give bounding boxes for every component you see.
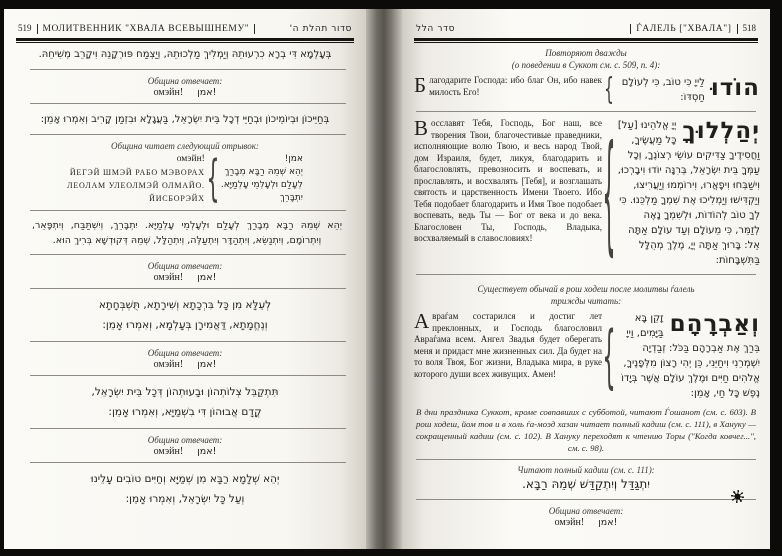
transliteration-grid [4,150,366,208]
hebrew-incipit: יְהַלְלוּךָ [682,118,760,144]
hebrew-line: וְנֶחֱמָתָא, דַּאֲמִירָן בְּעָלְמָא, וְאִמְרוּ אָמֵן: [102,319,268,331]
section-divider [30,210,346,211]
sukkot-instruction-note: В дни праздника Суккот, кроме совпавших с субботой, читают Ѓошанот (см. с. 603). В рош ходеш, йом тов и в холь ѓа-моэд хазан читает полный кадиш (см. с. 111), в Хануку — сокращенный кадиш (см. с. 102). В Хануку переходят к чтению Торы ("Когда ковчег...", см. с. 98). [416,407,756,453]
community-response-block [4,433,366,458]
response-cyrillic: омэйн! [153,87,184,98]
response-answer [4,87,366,98]
left-page-header [4,9,366,36]
drop-cap: Б [414,73,427,97]
veavraham-block [402,309,770,403]
response-rubric: Община отвечает: [147,261,223,271]
hodu-russian [414,75,602,105]
left-header-hebrew: סדור תהלת ה' [289,24,352,34]
titkabel-block [4,380,366,424]
kaddish-line-2: בְּחַיֵּיכוֹן וּבְיוֹמֵיכוֹן וּבְחַיֵּי דְכָל בֵּית יִשְׂרָאֵל, בַּעֲגָלָא וּבִזְמַן קָרִיב וְאִמְרוּ אָמֵן: [40,114,330,125]
response-rubric: Община отвечает: [147,348,223,358]
response-hebrew: אמן! [598,517,618,528]
rubric-line: трижды читать: [550,296,622,306]
yehallelucha-russian [414,118,602,268]
community-response-block [4,346,366,371]
brace-icon: { [206,150,220,208]
hebrew-line: קֳדָם אֲבוּהוֹן דִּי בִשְׁמַיָּא, וְאִמְרוּ אָמֵן: [108,406,262,418]
right-page [402,9,770,549]
response-hebrew: אמן! [197,272,217,283]
hodu-hebrew [616,75,760,105]
community-response-block [402,504,770,529]
left-page-number: 519 [18,23,32,33]
section-divider [30,462,346,463]
response-answer [4,359,366,370]
section-divider [30,375,346,376]
section-divider [30,428,346,429]
response-cyrillic: омэйн! [153,359,184,370]
translit-row: אמן! [284,154,303,164]
hebrew-incipit: וְאַבְרָהָם [669,311,760,337]
rubric-line: Повторяют дважды [545,48,627,58]
response-hebrew: אמן! [197,359,217,370]
section-divider [30,288,346,289]
right-header-hebrew: סדר הלל [416,24,456,34]
translit-row: יְהֵא שְׁמֵהּ רַבָּא מְבָרַךְ [224,167,303,177]
translit-row: לְעָלַם וּלְעָלְמֵי עָלְמַיָּא. [220,180,303,190]
hebrew-incipit: הוֹדוּ [710,75,760,101]
translit-row: יִתְבָּרֵךְ [279,193,303,203]
rubric-line: Существует обычай в рош ходеш после молитвы ѓалель [477,284,695,294]
section-divider [416,111,756,112]
right-header-title-group [625,23,756,34]
right-running-title: ЃАЛЕЛЬ ["ХВАЛА"] [630,24,737,34]
sun-asterisk-icon [731,490,744,503]
leela-block [4,293,366,337]
rosh-chodesh-rubric [402,279,770,309]
hebrew-line: לְעֵלָּא מִן כָּל בִּרְכָתָא וְשִׁירָתָא, תֻּשְׁבְּחָתָא [98,299,272,311]
yehe-shlama-block [4,467,366,511]
response-answer [4,272,366,283]
yehallelucha-block [402,116,770,270]
response-answer [402,517,770,528]
russian-text: осславят Тебя, Господь, Бог наш, все творения Твои, благочестивые праведники, исполняющие волю Твою, и весь народ Твой, дом Израиля, будет, ликуя, благодарить и благословлять, превозносить и воспевать, и прославлять, и восхвалять [Тебя], и возглашать святость и царственность Имени Твоего. Ибо Тебя подобает благодарить и Имя Твое подобает воспевать, ведь Ты — Бог от века и до века. Благословен Ты, Господь, Владыка, восхваляемый в славословиях! [414,118,602,243]
hebrew-line: תִּתְקַבֵּל צְלוֹתְהוֹן וּבָעוּתְהוֹן דְּכָל בֵּית יִשְׂרָאֵל, [91,386,279,398]
kaddish-rubric: Читают полный кадиш (см. с. 111): [517,465,655,475]
transliteration-cyrillic-column [67,153,205,205]
brace-icon: { [602,118,616,268]
community-reading-block [4,139,366,206]
transliteration-hebrew-column [221,153,303,205]
response-rubric: Община отвечает: [147,76,223,86]
kaddish-paragraph: יְהֵא שְׁמֵהּ רַבָּא מְבָרַךְ לְעָלַם וּלְעָלְמֵי עָלְמַיָּא. יִתְבָּרֵךְ, וְיִשְׁתַּבַּח, וְיִתְפָּאֵר, וְיִתְרוֹמָם, וְיִתְנַשֵּׂא, וְיִתְהַדָּר וְיִתְעַלֶּה, וְיִתְהַלָּל, שְׁמֵהּ דְּקוּדְשָׁא בְּרִיךְ הוּא. [32,220,342,246]
kaddish-hebrew-line: יִתְגַּדַּל וְיִתְקַדַּשׁ שְׁמֵהּ רַבָּא. [522,477,650,491]
russian-text: лагодарите Господа: ибо благ Он, ибо навек милость Его! [429,75,602,97]
reading-rubric: Община читает следующий отрывок: [111,141,259,151]
section-divider [30,134,346,135]
binding-gutter-shadow [366,9,402,549]
right-page-header [402,9,770,36]
hebrew-text: לַייָ כִּי טוֹב, כִּי לְעוֹלָם חַסְדּוֹ: [621,77,705,103]
drop-cap: А [414,309,430,333]
community-response-block [4,259,366,284]
section-divider [30,341,346,342]
translit-row: омэйн! [176,154,205,164]
section-divider [416,499,756,500]
repeat-twice-rubric [402,43,770,73]
section-divider [416,274,756,275]
left-page [4,9,366,549]
section-divider [30,254,346,255]
left-running-title: МОЛИТВЕННИК "ХВАЛА ВСЕВЫШНЕМУ" [37,24,256,34]
translit-row: ЙИСБОРЭЙХ [149,194,205,203]
kaddish-line-1: בְּעָלְמָא דִּי בְרָא כִרְעוּתֵהּ וְיַמְלִיךְ מַלְכוּתֵהּ, וְיַצְמַח פּוּרְקָנֵהּ וִיקָרֵב מְשִׁיחֵהּ. [38,49,332,60]
yehallelucha-hebrew [616,118,760,268]
veavraham-hebrew [616,311,760,401]
section-divider [416,459,756,460]
translit-row: ЙЕГЭЙ ШМЭЙ РАБО МЭВОРАХ [69,168,205,177]
brace-icon: { [604,72,614,108]
brace-icon: { [602,316,616,396]
response-rubric: Община отвечает: [147,435,223,445]
rubric-line: (о поведении в Суккот см. с. 509, п. 4): [511,60,661,70]
response-cyrillic: омэйн! [153,272,184,283]
drop-cap: В [414,116,429,140]
hebrew-text: יְיָ אֱלֹהֵינוּ [עַל] כָּל מַעֲשֶׂיךָ, וַחֲסִידֶיךָ צַדִּיקִים עוֹשֵׂי רְצוֹנֶךָ, וְכָל עַמְּךָ בֵּית יִשְׂרָאֵל, בְּרִנָּה יוֹדוּ וִיבָרְכוּ, וִישַׁבְּחוּ וִיפָאֲרוּ, וִירוֹמְמוּ וְיַעֲרִיצוּ, וְיַקְדִּישׁוּ וְיַמְלִיכוּ אֶת שִׁמְךָ מַלְכֵּנוּ. כִּי לְךָ טוֹב לְהוֹדוֹת, וּלְשִׁמְךָ נָאֶה לְזַמֵּר, כִּי מֵעוֹלָם וְעַד עוֹלָם אַתָּה אֵל: בָּרוּךְ אַתָּה יְיָ, מֶלֶךְ מְהֻלָּל בַּתִּשְׁבָּחוֹת: [617,120,760,266]
full-kaddish-section [402,464,770,495]
hebrew-text: זָקֵן בָּא בַּיָּמִים, וַייָ בֵּרַךְ אֶת אַבְרָהָם בַּכֹּל: זְבַדְיָה יִשְׁמְרֵנִי וִיחַיֵּנִי, כֵּן יְהִי רָצוֹן מִלְּפָנֶיךָ, אֱלֹהִים חַיִּים וּמֶלֶךְ עוֹלָם אֲשֶׁר בְּיָדוֹ נֶפֶשׁ כָּל חַי, אָמֵן: [621,313,760,399]
translit-row: ЛЕОЛАМ УЛЕОЛМЭЙ ОЛМАЙО. [67,181,205,190]
response-rubric: Община отвечает: [548,506,624,516]
hebrew-line: וְעַל כָּל יִשְׂרָאֵל, וְאִמְרוּ אָמֵן: [125,493,245,505]
veavraham-russian [414,311,602,401]
response-cyrillic: омэйн! [554,517,585,528]
response-cyrillic: омэйн! [153,446,184,457]
right-page-number: 518 [742,23,756,33]
response-hebrew: אמן! [197,446,217,457]
russian-text: враѓам состарился и достиг лет преклонных, и Господь благословил Авраѓама всем. Ангел Звадья будет оберегать меня и придаст мне жизненных сил. Да будет на то воля Твоя, Бог жизни, Владыка мира, в руке которого души всех живущих. Амен! [414,311,602,379]
section-divider [30,103,346,104]
section-divider [30,69,346,70]
response-answer [4,446,366,457]
hodu-block [402,73,770,107]
hebrew-line: יְהֵא שְׁלָמָא רַבָּא מִן שְׁמַיָּא וְחַיִּים טוֹבִים עָלֵינוּ [90,473,280,485]
response-hebrew: אמן! [197,87,217,98]
community-response-block [4,74,366,99]
